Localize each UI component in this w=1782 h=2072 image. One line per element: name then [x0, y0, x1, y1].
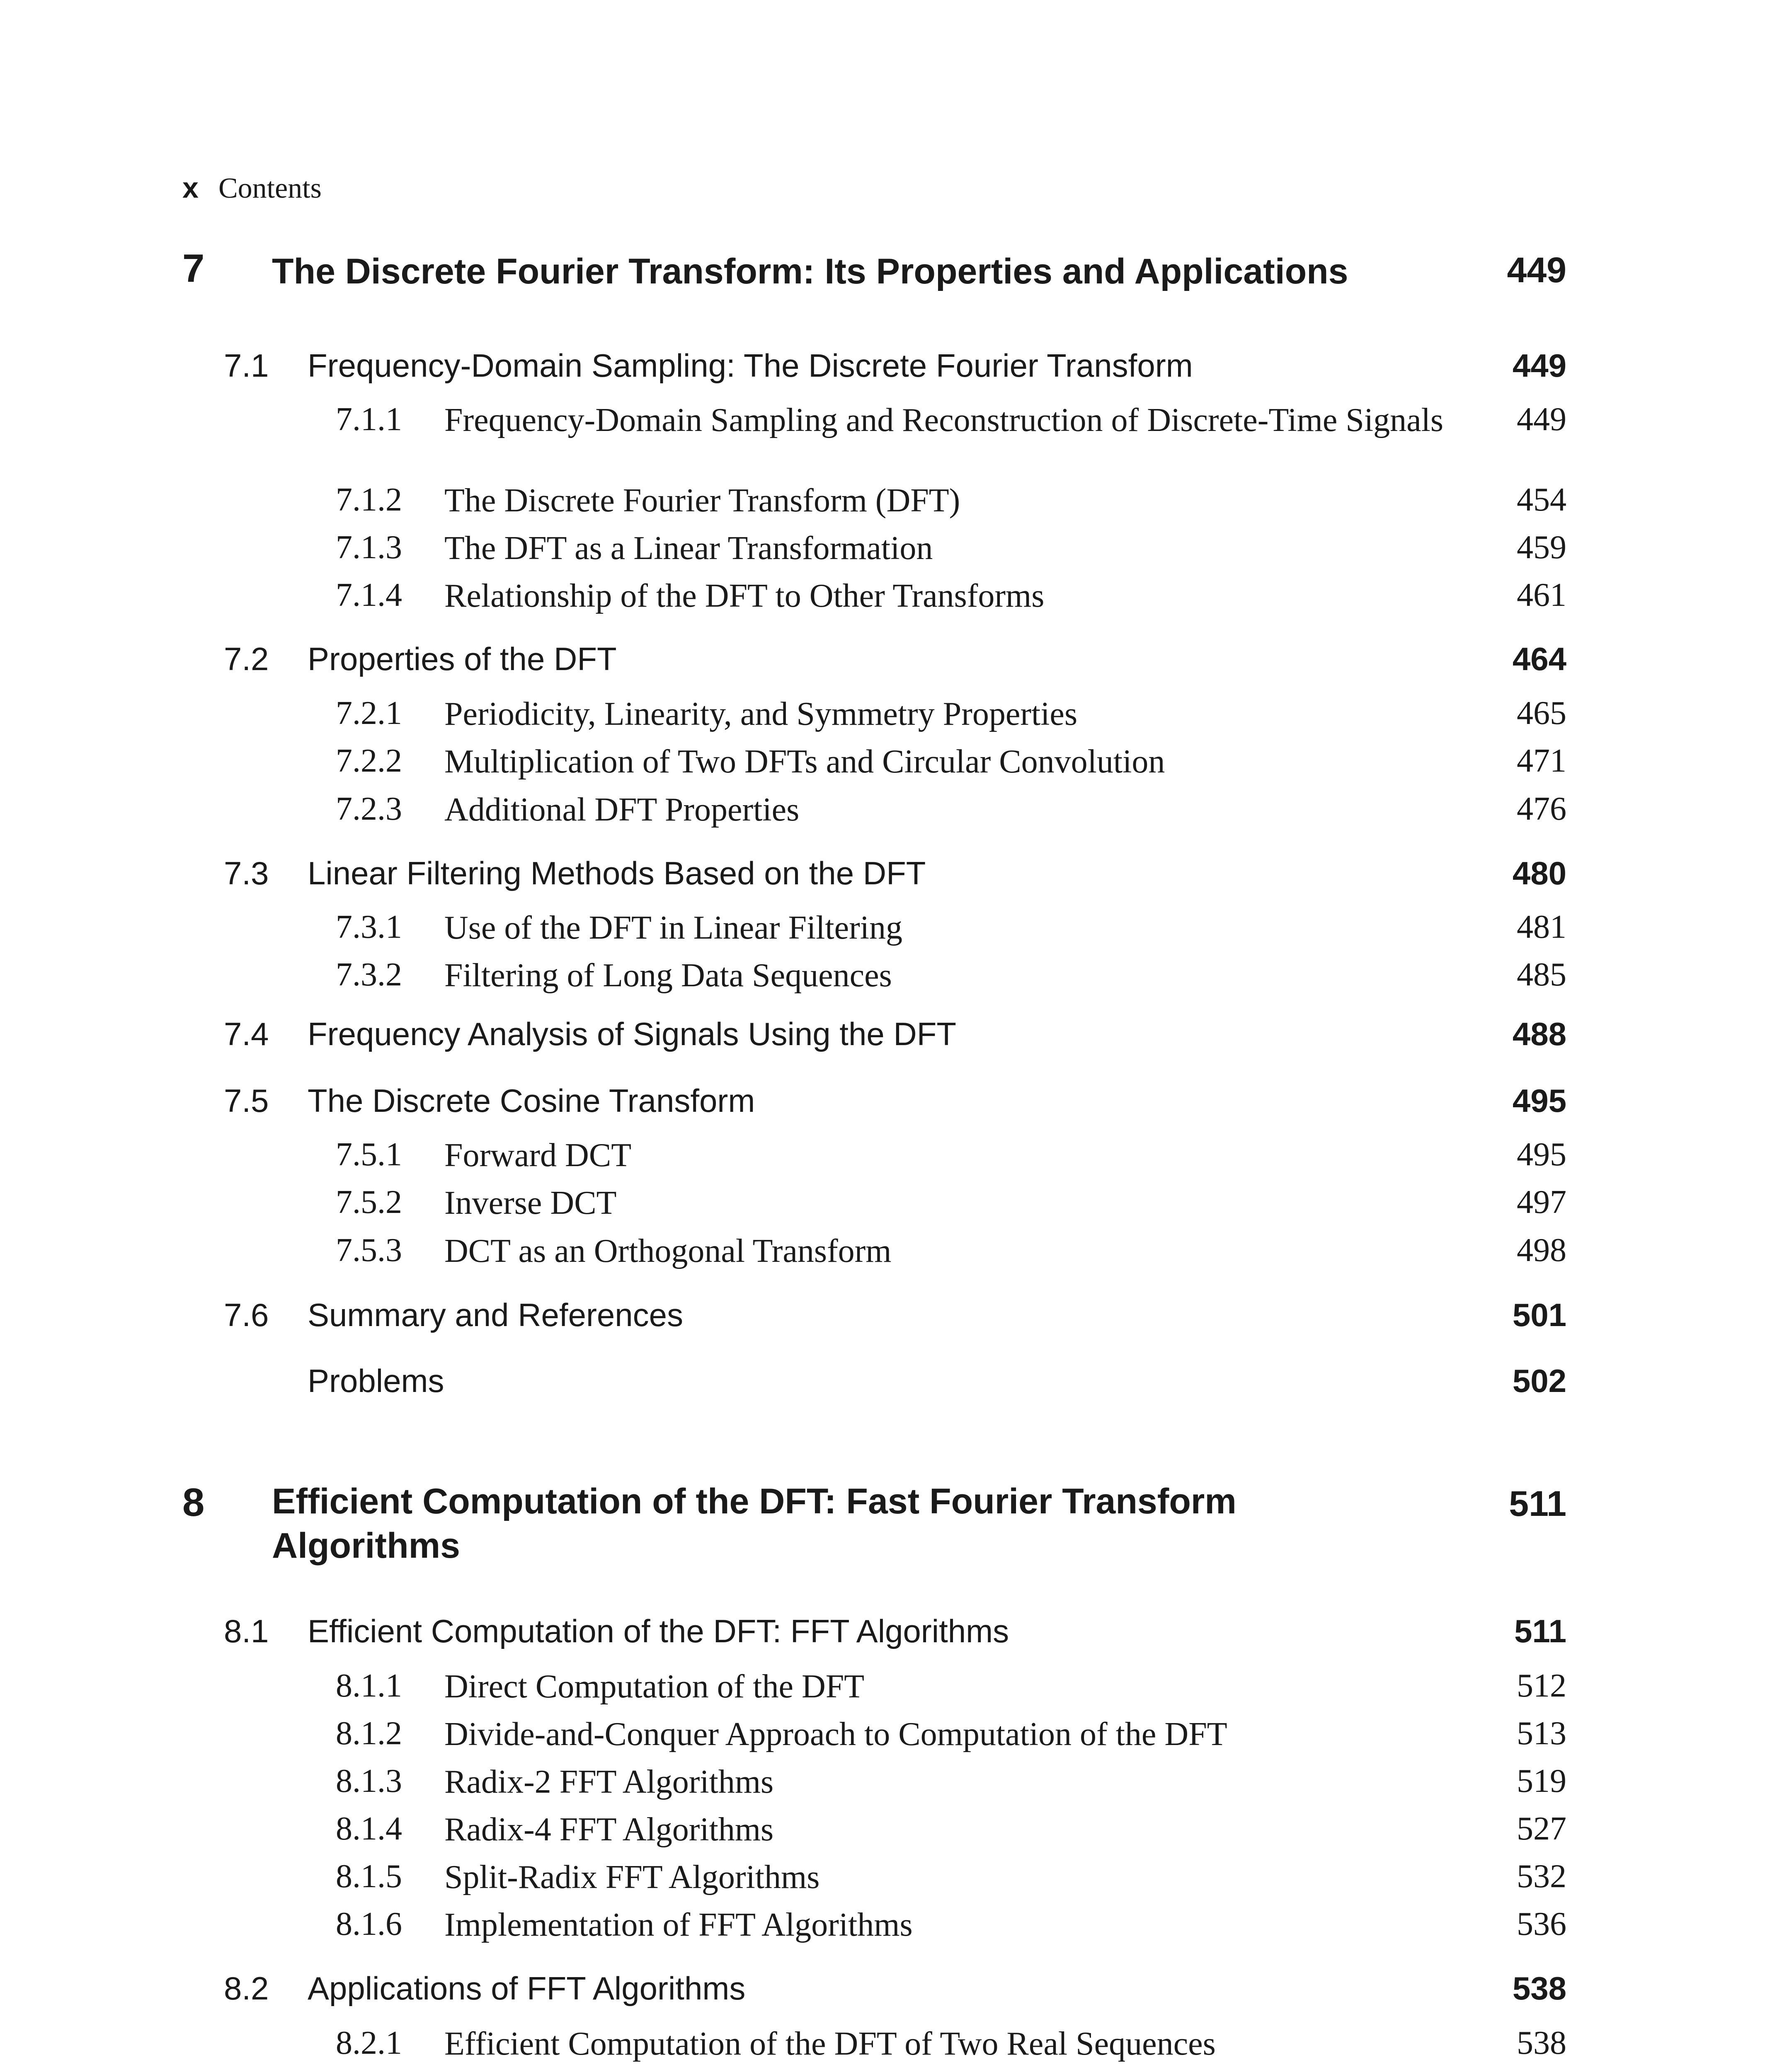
subsection-page: 495 [1517, 1136, 1566, 1173]
running-header [182, 173, 322, 203]
chapter-title[interactable]: Efficient Computation of the DFT: Fast Fourier Transform Algorithms [272, 1481, 1236, 1566]
subsection-number: 7.3.2 [336, 956, 402, 993]
header-running-title: Contents [218, 172, 322, 204]
chapter-number: 8 [182, 1480, 205, 1525]
subsection-number: 8.1.2 [336, 1715, 402, 1752]
section-number: 7.4 [224, 1016, 269, 1052]
section-title[interactable]: The Discrete Cosine Transform [308, 1082, 755, 1119]
subsection-title[interactable]: DCT as an Orthogonal Transform [444, 1233, 892, 1269]
subsection-title[interactable]: Additional DFT Properties [444, 792, 800, 828]
section-page: 538 [1512, 1970, 1566, 2007]
subsection-title[interactable]: Multiplication of Two DFTs and Circular Convolution [444, 743, 1165, 780]
subsection-title[interactable]: Split-Radix FFT Algorithms [444, 1859, 820, 1895]
subsection-title[interactable]: The DFT as a Linear Transformation [444, 530, 933, 566]
section-title[interactable]: Summary and References [308, 1297, 684, 1333]
subsection-title[interactable]: Divide-and-Conquer Approach to Computation of the DFT [444, 1716, 1227, 1752]
subsection-page: 497 [1517, 1184, 1566, 1220]
subsection-page: 512 [1517, 1668, 1566, 1704]
subsection-page: 465 [1517, 695, 1566, 731]
chapter-number: 7 [182, 246, 205, 290]
subsection-page: 527 [1517, 1811, 1566, 1847]
subsection-title[interactable]: Forward DCT [444, 1137, 632, 1174]
subsection-page: 449 [1517, 401, 1566, 438]
subsection-number: 7.5.3 [336, 1232, 402, 1268]
section-page: 501 [1512, 1297, 1566, 1333]
subsection-title[interactable]: Radix-2 FFT Algorithms [444, 1764, 774, 1800]
header-page-number: x [182, 172, 199, 204]
subsection-title[interactable]: Direct Computation of the DFT [444, 1668, 865, 1705]
subsection-page: 471 [1517, 743, 1566, 779]
subsection-number: 7.1.4 [336, 577, 402, 613]
section-title[interactable]: Frequency-Domain Sampling: The Discrete Fourier Transform [308, 347, 1193, 384]
subsection-title[interactable]: Filtering of Long Data Sequences [444, 957, 892, 994]
subsection-title[interactable]: Use of the DFT in Linear Filtering [444, 910, 902, 946]
section-page: 449 [1512, 347, 1566, 384]
subsection-page: 513 [1517, 1715, 1566, 1752]
subsection-number: 7.2.2 [336, 743, 402, 779]
section-page: 511 [1514, 1613, 1566, 1649]
subsection-page: 532 [1517, 1858, 1566, 1895]
chapter-page: 449 [1507, 250, 1566, 290]
section-title[interactable]: Efficient Computation of the DFT: FFT Algorithms [308, 1613, 1009, 1649]
problems-title[interactable]: Problems [308, 1363, 444, 1399]
subsection-title[interactable]: Inverse DCT [444, 1185, 617, 1221]
subsection-page: 485 [1517, 956, 1566, 993]
section-number: 7.6 [224, 1297, 269, 1333]
subsection-number: 7.1.3 [336, 529, 402, 566]
subsection-number: 8.1.1 [336, 1668, 402, 1704]
subsection-page: 461 [1517, 577, 1566, 613]
section-number: 7.3 [224, 855, 269, 891]
subsection-page: 536 [1517, 1906, 1566, 1942]
subsection-title[interactable]: Frequency-Domain Sampling and Reconstruction of Discrete-Time Signals [444, 402, 1443, 438]
section-title[interactable]: Properties of the DFT [308, 641, 617, 677]
section-number: 7.2 [224, 641, 269, 677]
subsection-title[interactable]: Efficient Computation of the DFT of Two Real Sequences [444, 2026, 1216, 2062]
subsection-number: 8.1.5 [336, 1858, 402, 1895]
section-page: 488 [1512, 1016, 1566, 1052]
section-page: 495 [1512, 1082, 1566, 1119]
subsection-number: 7.2.1 [336, 695, 402, 731]
subsection-page: 459 [1517, 529, 1566, 566]
section-number: 7.1 [224, 347, 269, 384]
subsection-number: 8.1.4 [336, 1811, 402, 1847]
subsection-page: 454 [1517, 482, 1566, 518]
problems-page: 502 [1512, 1363, 1566, 1399]
subsection-number: 7.1.1 [336, 401, 402, 438]
subsection-title[interactable]: Relationship of the DFT to Other Transforms [444, 578, 1045, 614]
section-number: 8.1 [224, 1613, 269, 1649]
subsection-number: 7.5.2 [336, 1184, 402, 1220]
subsection-title[interactable]: Implementation of FFT Algorithms [444, 1907, 913, 1943]
subsection-number: 8.1.3 [336, 1763, 402, 1799]
section-title[interactable]: Frequency Analysis of Signals Using the DFT [308, 1016, 957, 1052]
section-page: 480 [1512, 855, 1566, 891]
subsection-number: 8.1.6 [336, 1906, 402, 1942]
subsection-number: 7.5.1 [336, 1136, 402, 1173]
section-title[interactable]: Applications of FFT Algorithms [308, 1970, 746, 2007]
chapter-title[interactable]: The Discrete Fourier Transform: Its Properties and Applications [272, 252, 1348, 291]
chapter-page: 511 [1509, 1484, 1566, 1524]
subsection-title[interactable]: Periodicity, Linearity, and Symmetry Properties [444, 696, 1078, 732]
subsection-number: 8.2.1 [336, 2025, 402, 2061]
section-number: 7.5 [224, 1082, 269, 1119]
subsection-page: 476 [1517, 791, 1566, 827]
subsection-page: 519 [1517, 1763, 1566, 1799]
subsection-page: 481 [1517, 909, 1566, 945]
subsection-page: 498 [1517, 1232, 1566, 1268]
subsection-page: 538 [1517, 2025, 1566, 2061]
subsection-number: 7.2.3 [336, 791, 402, 827]
subsection-number: 7.3.1 [336, 909, 402, 945]
subsection-title[interactable]: Radix-4 FFT Algorithms [444, 1811, 774, 1848]
section-page: 464 [1512, 641, 1566, 677]
section-number: 8.2 [224, 1970, 269, 2007]
subsection-number: 7.1.2 [336, 482, 402, 518]
section-title[interactable]: Linear Filtering Methods Based on the DFT [308, 855, 926, 891]
subsection-title[interactable]: The Discrete Fourier Transform (DFT) [444, 482, 960, 519]
